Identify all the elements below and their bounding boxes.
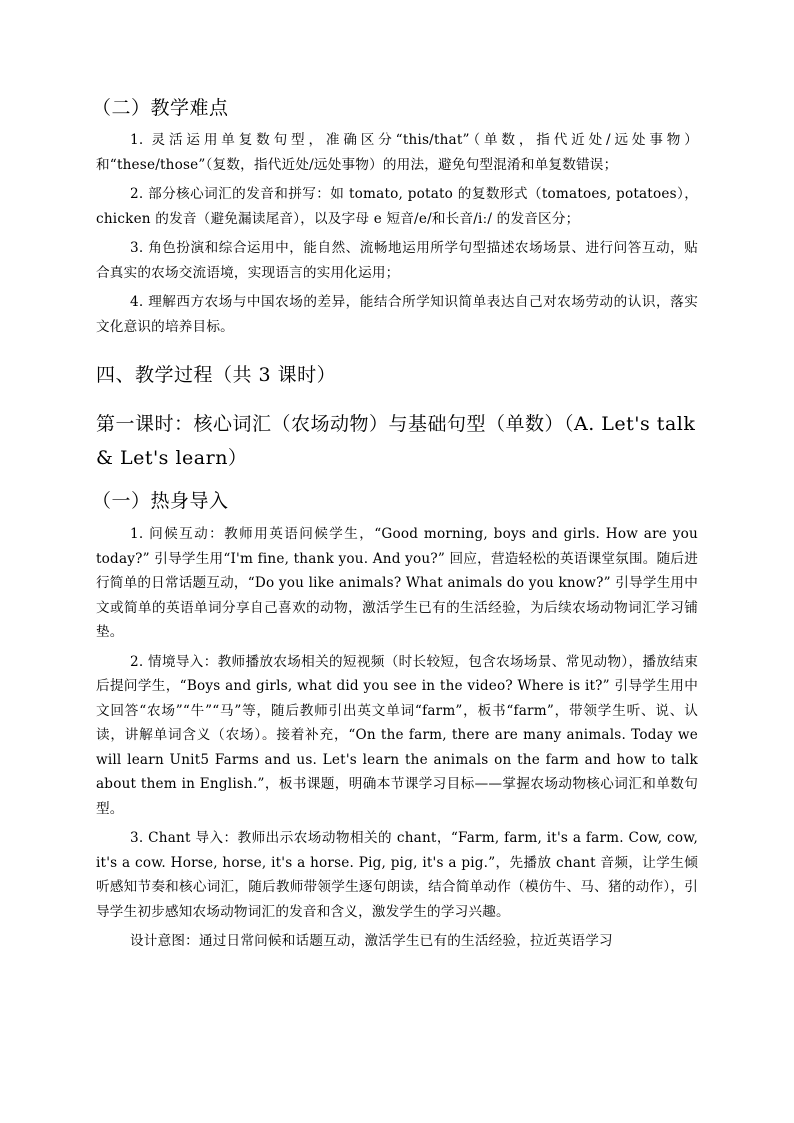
section-heading-difficulty: （二）教学难点 — [92, 97, 229, 119]
difficulty-item-3: 3. 角色扮演和综合运用中，能自然、流畅地运用所学句型描述农场场景、进行问答互动，贴合真实的农场交流语境，实现语言的实用化运用； — [96, 240, 698, 281]
warmup-item-3: 3. Chant 导入：教师出示农场动物相关的 chant，“Farm, farm, it's a farm. Cow, cow, it's a cow. Horse, horse, it's a horse. Pig, pig, it's a pig.”，先播放 chant 音频，让学生倾听感知节奏和核心词汇，随后教师带领学生逐句朗读，结合简单动作（模仿牛、马、猪的动作），引导学生初步感知农场动物词汇的发音和含义，激发学生的学习兴趣。 — [96, 830, 698, 920]
warmup-item-2: 2. 情境导入：教师播放农场相关的短视频（时长较短，包含农场场景、常见动物），播放结束后提问学生，“Boys and girls, what did you see in the video? Where is it?” 引导学生用中文回答“农场”“牛”“马”等，随后教师引出英文单词“farm”，板书“farm”，带领学生听、说、认读，讲解单词含义（农场）。接着补充，“On the farm, there are many animals. Today we will learn Unit5 Farms and us. Let's learn the animals on the farm and how to talk about them in English.”，板书课题，明确本节课学习目标——掌握农场动物核心词汇和单数句型。 — [96, 653, 698, 817]
difficulty-item-2: 2. 部分核心词汇的发音和拼写：如 tomato, potato 的复数形式（tomatoes, potatoes），chicken 的发音（避免漏读尾音），以及字母 e 短音/e/和长音/iː/ 的发音区分； — [96, 186, 698, 227]
design-intent: 设计意图：通过日常问候和话题互动，激活学生已有的生活经验，拉近英语学习 — [130, 933, 613, 949]
difficulty-item-4: 4. 理解西方农场与中国农场的差异，能结合所学知识简单表达自己对农场劳动的认识，落实文化意识的培养目标。 — [96, 294, 698, 335]
warmup-heading: （一）热身导入 — [92, 490, 229, 512]
lesson1-title: 第一课时：核心词汇（农场动物）与基础句型（单数）（A. Let's talk & Let's learn） — [96, 413, 696, 469]
document-page — [92, 94, 698, 959]
difficulty-item-1: 1. 灵活运用单复数句型，准确区分“this/that”（单数，指代近处/远处事物）和“these/those”（复数，指代近处/远处事物）的用法，避免句型混淆和单复数错误； — [96, 132, 698, 173]
section-heading-process: 四、教学过程（共 3 课时） — [96, 364, 337, 386]
warmup-item-1: 1. 问候互动：教师用英语问候学生，“Good morning, boys and girls. How are you today?” 引导学生用“I'm fine, thank you. And you?” 回应，营造轻松的英语课堂氛围。随后进行简单的日常话题互动，“Do you like animals? What animals do you know?” 引导学生用中文或简单的英语单词分享自己喜欢的动物，激活学生已有的生活经验，为后续农场动物词汇学习铺垫。 — [96, 526, 698, 640]
